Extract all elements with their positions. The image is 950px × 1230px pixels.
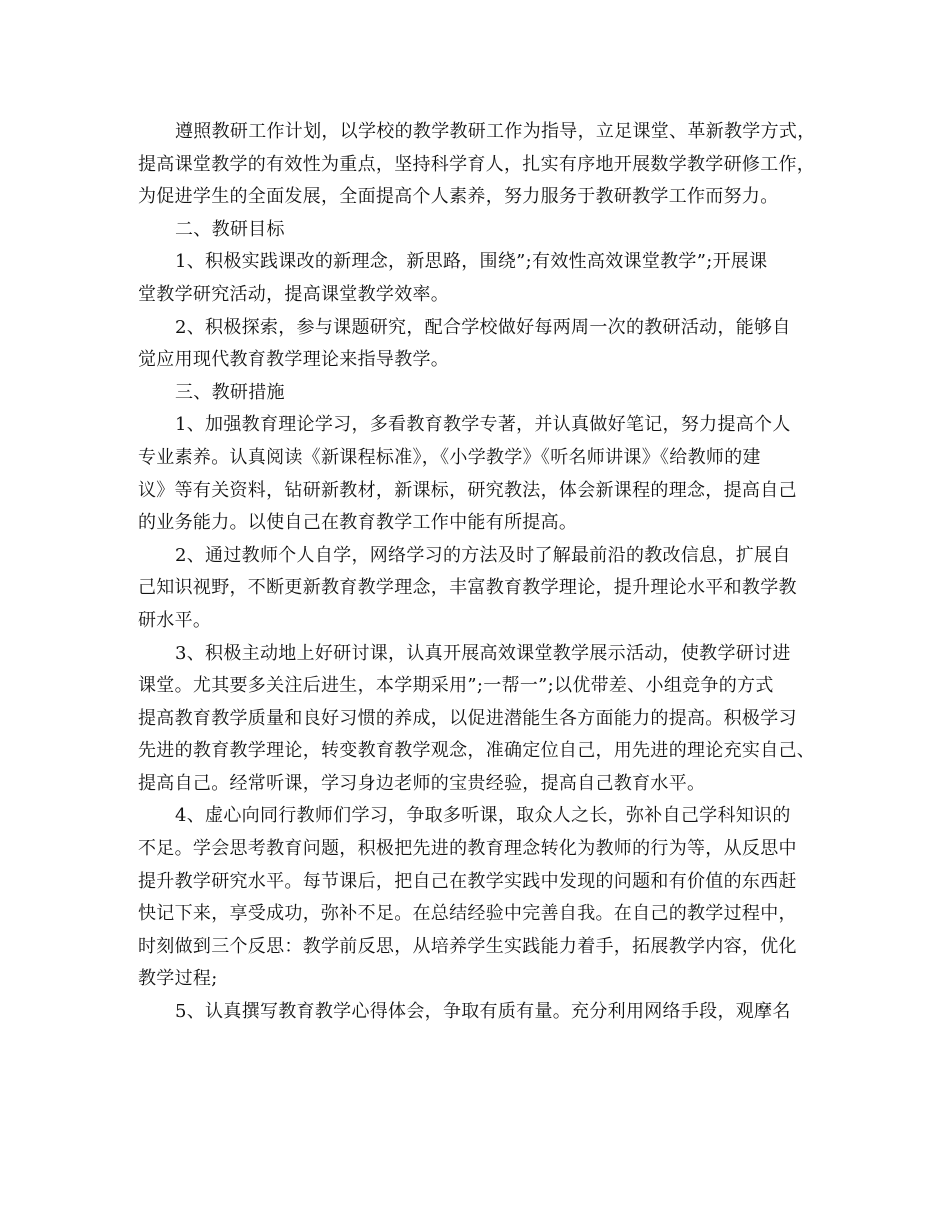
text-line: 5、认真撰写教育教学心得体会，争取有质有量。充分利用网络手段，观摩名 [175, 1001, 791, 1023]
text-line: 不足。学会思考教育问题，积极把先进的教育理念转化为教师的行为等，从反思中 [138, 838, 797, 860]
text-line: 的业务能力。以使自己在教育教学工作中能有所提高。 [138, 512, 578, 534]
text-line: 三、教研措施 [175, 381, 285, 403]
text-line: 2、通过教师个人自学，网络学习的方法及时了解最前沿的教改信息，扩展自 [175, 544, 791, 566]
text-line: 教学过程; [138, 968, 218, 990]
text-line: 1、加强教育理论学习，多看教育教学专著，并认真做好笔记，努力提高个人 [175, 414, 791, 436]
text-line: 觉应用现代教育教学理论来指导教学。 [138, 349, 450, 371]
text-line: 课堂。尤其要多关注后进生，本学期采用”;一帮一”;以优带差、小组竞争的方式 [138, 675, 774, 697]
text-line: 己知识视野，不断更新教育教学理念，丰富教育教学理论，提升理论水平和教学教 [138, 577, 797, 599]
text-line: 二、教研目标 [175, 218, 285, 240]
text-line: 4、虚心向同行教师们学习，争取多听课，取众人之长，弥补自己学科知识的 [175, 805, 791, 827]
document-body [138, 116, 828, 1029]
text-line: 3、积极主动地上好研讨课，认真开展高效课堂教学展示活动，使教学研讨进 [175, 642, 791, 664]
text-line: 遵照教研工作计划，以学校的教学教研工作为指导，立足课堂、革新教学方式， [175, 121, 816, 142]
text-line: 先进的教育教学理论，转变教育教学观念，准确定位自己，用先进的理论充实自己、 [138, 740, 816, 762]
text-line: 时刻做到三个反思：教学前反思，从培养学生实践能力着手，拓展教学内容，优化 [138, 935, 797, 957]
text-line: 议》等有关资料，钻研新教材，新课标，研究教法，体会新课程的理念，提高自己 [138, 479, 797, 501]
text-line: 提高课堂教学的有效性为重点，坚持科学育人，扎实有序地开展数学教学研修工作， [138, 153, 816, 175]
text-line: 专业素养。认真阅读《新课程标准》，《小学教学》《听名师讲课》《给教师的建 [138, 446, 761, 468]
text-line: 提高自己。经常听课，学习身边老师的宝贵经验，提高自己教育水平。 [138, 772, 706, 794]
text-line: 堂教学研究活动，提高课堂教学效率。 [138, 283, 450, 305]
text-line: 为促进学生的全面发展，全面提高个人素养，努力服务于教研教学工作而努力。 [138, 186, 779, 208]
text-line: 提高教育教学质量和良好习惯的养成，以促进潜能生各方面能力的提高。积极学习 [138, 707, 797, 729]
text-line: 1、积极实践课改的新理念，新思路，围绕”;有效性高效课堂教学”;开展课 [175, 251, 768, 273]
text-line: 2、积极探索，参与课题研究，配合学校做好每两周一次的教研活动，能够自 [175, 316, 791, 338]
text-line: 快记下来，享受成功，弥补不足。在总结经验中完善自我。在自己的教学过程中， [138, 903, 797, 925]
text-line: 研水平。 [138, 609, 212, 631]
text-line: 提升教学研究水平。每节课后，把自己在教学实践中发现的问题和有价值的东西赶 [138, 870, 797, 892]
